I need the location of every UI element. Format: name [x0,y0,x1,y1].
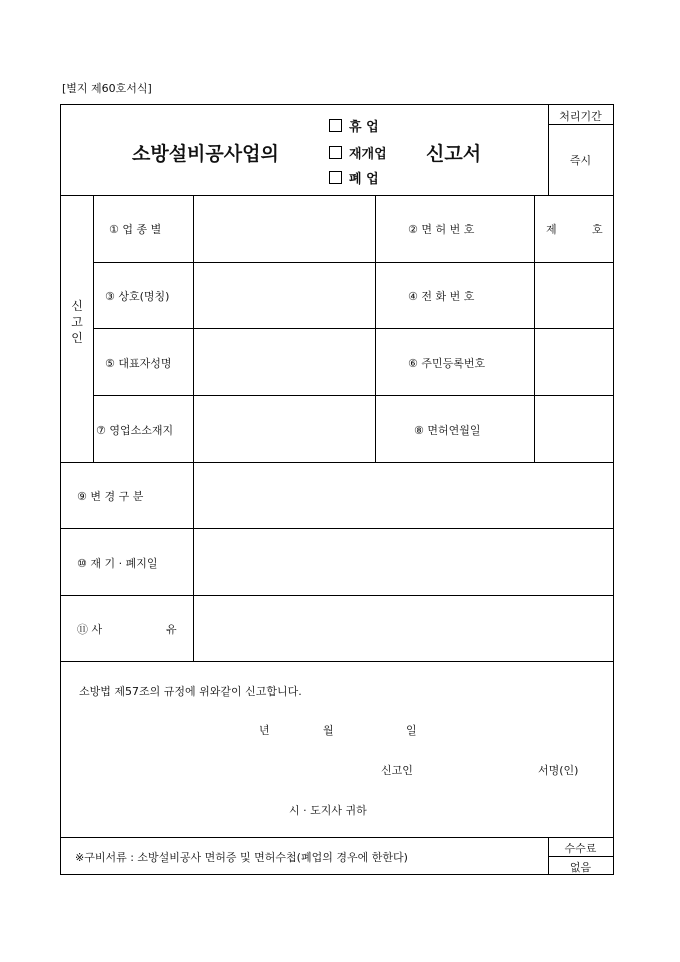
mid-divider [375,195,376,462]
license-number-label: ② 면 허 번 호 [408,223,475,236]
processing-period-label: 처리기간 [559,110,602,123]
processing-period-value: 즉시 [569,154,592,167]
option-close[interactable]: 폐 업 [329,168,379,187]
resume-close-date-label: ⑩ 재 기 · 폐지일 [77,557,158,570]
row-rule-3 [93,395,613,396]
header-bottom-rule [61,195,613,196]
form-title-left: 소방설비공사업의 [132,143,279,165]
resume-checkbox[interactable] [329,146,342,159]
year-label: 년 [259,724,270,737]
required-documents: ※구비서류 : 소방설비공사 면허증 및 면허수첩(폐업의 경우에 한한다) [75,851,408,864]
row-rule-2 [93,328,613,329]
change-type-label: ⑨ 변 경 구 분 [77,490,144,503]
row-rule-7 [61,661,613,662]
phone-label: ④ 전 화 번 호 [408,290,475,303]
form-number-label: [별지 제60호서식] [62,82,152,95]
signature-label: 서명(인) [538,764,579,777]
license-date-label: ⑧ 면허연월일 [414,424,481,437]
row-rule-1 [93,262,613,263]
reason-label-right: 유 [166,623,177,636]
option-resume[interactable]: 재개업 [329,143,387,162]
office-address-label: ⑦ 영업소소재지 [96,424,174,437]
recipient-label: 시 · 도지사 귀하 [289,804,367,817]
row-rule-5 [61,528,613,529]
value-divider [534,195,535,462]
suspend-checkbox[interactable] [329,119,342,132]
month-label: 월 [323,724,334,737]
fee-label: 수수료 [564,842,597,855]
option-suspend[interactable]: 휴 업 [329,116,379,135]
report-form [60,104,614,875]
applicant-divider [93,195,94,462]
row-rule-6 [61,595,613,596]
day-label: 일 [406,724,417,737]
form-title-right: 신고서 [426,143,482,165]
processing-period-rule [548,124,613,125]
reporter-label: 신고인 [381,764,413,777]
label-divider [193,195,194,661]
row-rule-4 [61,462,613,463]
applicant-label: 신 고 인 [71,299,83,345]
business-type-label: ① 업 종 별 [109,223,162,236]
declaration-statement: 소방법 제57조의 규정에 위와같이 신고합니다. [79,685,302,698]
fee-rule [548,856,613,857]
trade-name-label: ③ 상호(명칭) [105,290,170,303]
resident-number-label: ⑥ 주민등록번호 [408,357,486,370]
representative-label: ⑤ 대표자성명 [105,357,172,370]
license-number-prefix: 제 [546,223,557,236]
fee-value: 없음 [569,861,592,874]
license-number-suffix: 호 [592,223,603,236]
row-rule-8 [61,837,613,838]
reason-label: ⑪ 사 [77,623,103,636]
close-checkbox[interactable] [329,171,342,184]
